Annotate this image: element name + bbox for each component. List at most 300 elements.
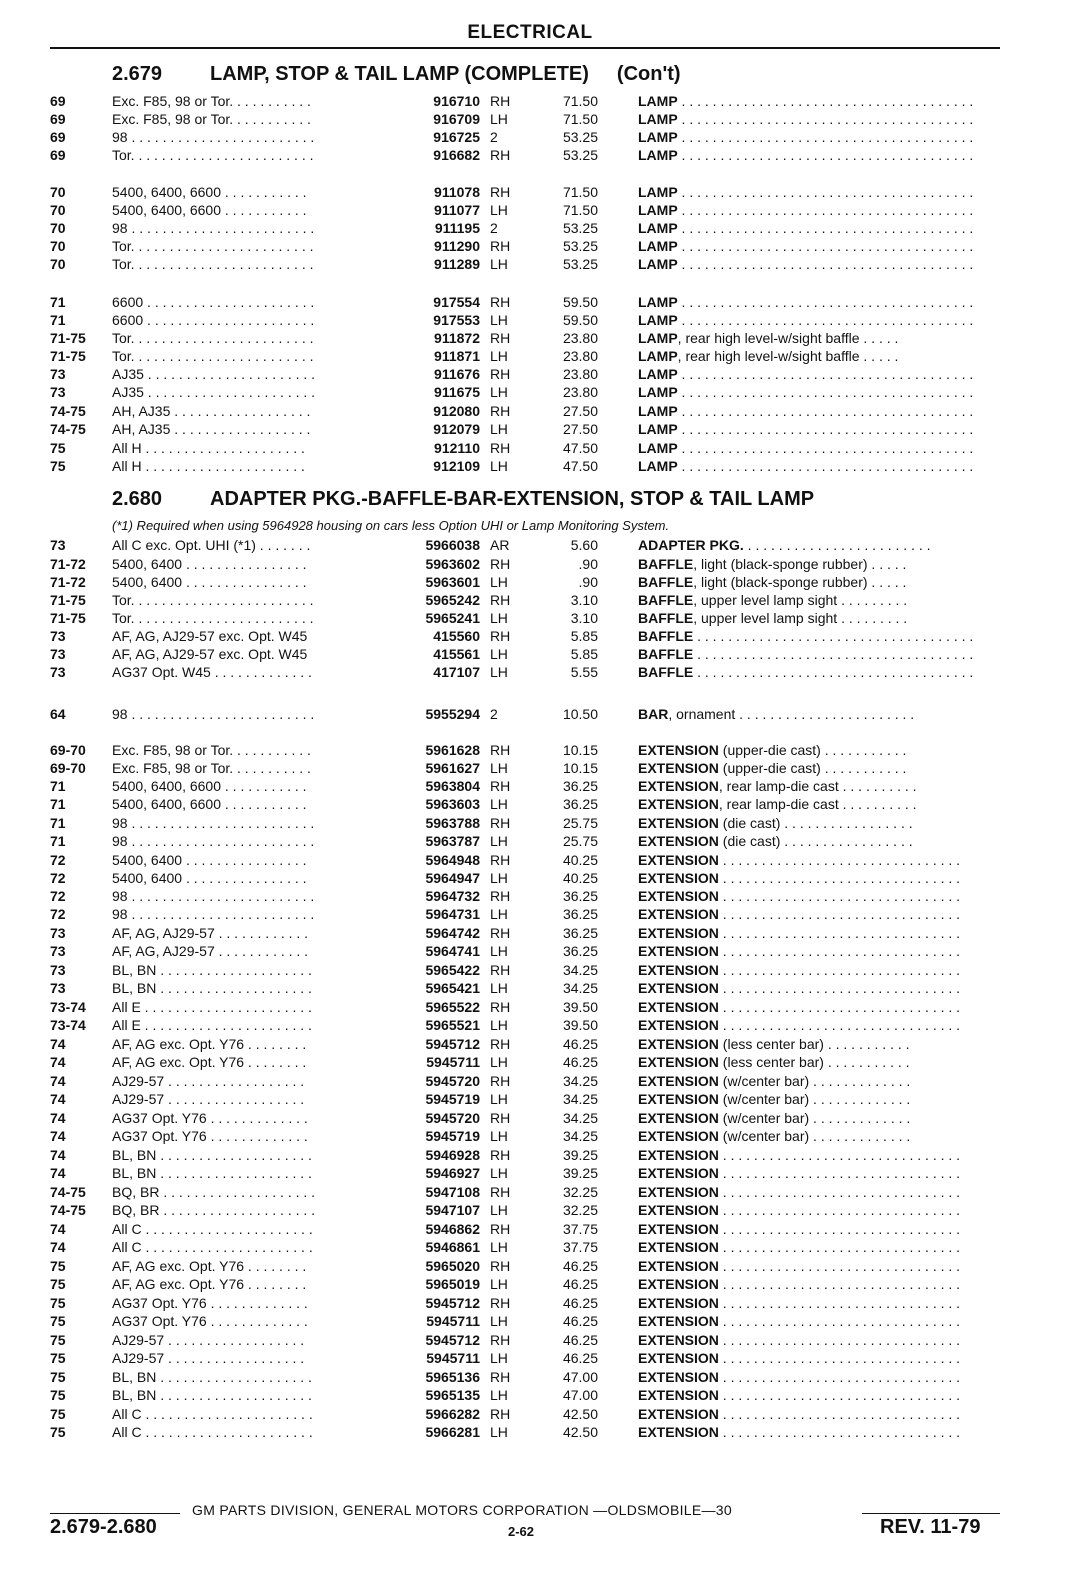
application: AH, AJ35 . . . . . . . . . . . . . . . . . . [112,403,311,419]
parts-row [0,645,1090,663]
description [638,237,1000,255]
part-number: 911289 [434,256,480,272]
model-year: 75 [50,1369,66,1385]
side-qty: RH [490,888,511,904]
description [638,1016,1000,1034]
part-detail: . . . . . . . . . . . . . . . . . . . . . . . . . . . . . . . [718,1424,961,1440]
part-name: LAMP [638,348,678,364]
price: 39.25 [562,1147,598,1163]
part-detail: . . . . . . . . . . . . . . . . . . . . . . . . . . . . . . . [718,925,961,941]
part-number: 911675 [434,384,480,400]
price: 53.25 [562,147,598,163]
price: 46.25 [562,1295,598,1311]
parts-row [0,869,1090,887]
side-qty: LH [490,943,508,959]
description [638,905,1000,923]
application: All E . . . . . . . . . . . . . . . . . . . . . . [112,1017,312,1033]
description [638,1201,1000,1219]
part-number: 911676 [434,366,480,382]
part-number: 417107 [433,664,480,680]
footer-revision: REV. 11-79 [880,1516,981,1538]
application: BL, BN . . . . . . . . . . . . . . . . . . . . [112,1369,312,1385]
side-qty: LH [490,906,508,922]
price: 46.25 [562,1276,598,1292]
description [638,1035,1000,1053]
part-number: 917554 [433,294,480,310]
model-year: 75 [50,1424,66,1440]
model-year: 69 [50,111,66,127]
parts-row [0,1183,1090,1201]
parts-row [0,255,1090,273]
model-year: 74 [50,1165,66,1181]
price: 36.25 [562,888,598,904]
description [638,365,1000,383]
parts-row [0,627,1090,645]
application: 5400, 6400, 6600 . . . . . . . . . . . [112,778,307,794]
part-detail: (w/center bar) . . . . . . . . . . . . . [718,1128,911,1144]
section-title: LAMP, STOP & TAIL LAMP (COMPLETE) [210,63,589,85]
price: 46.25 [562,1036,598,1052]
price: 46.25 [562,1258,598,1274]
application: AF, AG exc. Opt. Y76 . . . . . . . . [112,1054,307,1070]
price: 27.50 [562,403,598,419]
price: 46.25 [562,1054,598,1070]
application: Tor. . . . . . . . . . . . . . . . . . . . . . . . [112,256,314,272]
model-year: 74 [50,1128,66,1144]
part-number: 5963787 [425,833,480,849]
price: 10.15 [562,742,598,758]
price: 53.25 [562,220,598,236]
description [638,1109,1000,1127]
part-name: BAFFLE [638,664,694,680]
price: 37.75 [562,1239,598,1255]
part-detail: . . . . . . . . . . . . . . . . . . . . . . . . . . . . . . . [718,1369,961,1385]
price: 36.25 [562,943,598,959]
side-qty: 2 [490,706,498,722]
description [638,255,1000,273]
part-detail: (upper-die cast) . . . . . . . . . . . [718,742,907,758]
side-qty: RH [490,366,511,382]
application: AH, AJ35 . . . . . . . . . . . . . . . . . . [112,421,311,437]
price: 10.15 [562,760,598,776]
part-name: LAMP [638,421,678,437]
parts-row [0,663,1090,681]
price: 40.25 [562,852,598,868]
application: 5400, 6400, 6600 . . . . . . . . . . . [112,202,307,218]
parts-row [0,536,1090,554]
description [638,705,1000,723]
part-name: LAMP [638,129,678,145]
model-year: 75 [50,1295,66,1311]
model-year: 71-72 [50,574,86,590]
model-year: 74-75 [50,1184,86,1200]
model-year: 69 [50,93,66,109]
model-year: 73 [50,537,66,553]
application: Tor. . . . . . . . . . . . . . . . . . . . . . . . [112,330,314,346]
price: 47.00 [562,1369,598,1385]
description [638,1331,1000,1349]
side-qty: LH [490,1165,508,1181]
description [638,128,1000,146]
section-number: 2.680 [112,488,163,510]
parts-row [0,832,1090,850]
side-qty: LH [490,646,508,662]
application: All C . . . . . . . . . . . . . . . . . . . . . . [112,1239,313,1255]
header-rule [50,47,1000,49]
model-year: 74-75 [50,403,86,419]
description [638,1349,1000,1367]
part-number: 5946928 [425,1147,480,1163]
part-detail: . . . . . . . . . . . . . . . . . . . . . . . . . . . . . . . . . . . . [693,628,974,644]
part-number: 5965242 [425,592,480,608]
footer-publisher: GM PARTS DIVISION, GENERAL MOTORS CORPORATION —OLDSMOBILE—30 [192,1502,732,1518]
application: BL, BN . . . . . . . . . . . . . . . . . . . . [112,980,312,996]
description [638,869,1000,887]
model-year: 74 [50,1221,66,1237]
side-qty: RH [490,925,511,941]
description [638,795,1000,813]
application: Exc. F85, 98 or Tor. . . . . . . . . . . [112,93,311,109]
part-number: 916709 [433,111,480,127]
part-number: 5961627 [425,760,480,776]
application: AJ35 . . . . . . . . . . . . . . . . . . . . . . [112,366,316,382]
description [638,1294,1000,1312]
part-detail: . . . . . . . . . . . . . . . . . . . . . . . . . . . . . . . . . . . . . . [677,384,974,400]
application: 5400, 6400, 6600 . . . . . . . . . . . [112,796,307,812]
part-name: LAMP [638,202,678,218]
price: 36.25 [562,778,598,794]
model-year: 72 [50,870,66,886]
part-name: EXTENSION [638,1313,719,1329]
part-name: EXTENSION [638,742,719,758]
part-number: 916682 [433,147,480,163]
part-number: 415561 [433,646,480,662]
price: 42.50 [562,1424,598,1440]
application: AG37 Opt. Y76 . . . . . . . . . . . . . [112,1313,308,1329]
part-number: 5965521 [425,1017,480,1033]
parts-row [0,961,1090,979]
model-year: 73 [50,628,66,644]
part-number: 5964947 [425,870,480,886]
price: 34.25 [562,1091,598,1107]
section-number: 2.679 [112,63,163,85]
part-detail: . . . . . . . . . . . . . . . . . . . . . . . . . . . . . . . [718,1387,961,1403]
description [638,110,1000,128]
parts-row [0,1312,1090,1330]
application: 98 . . . . . . . . . . . . . . . . . . . . . . . . [112,833,315,849]
side-qty: LH [490,1091,508,1107]
part-number: 5963603 [425,796,480,812]
part-number: 5963602 [425,556,480,572]
application: BL, BN . . . . . . . . . . . . . . . . . . . . [112,962,312,978]
model-year: 64 [50,706,66,722]
model-year: 74-75 [50,1202,86,1218]
parts-row [0,759,1090,777]
description [638,1386,1000,1404]
part-number: 5965522 [425,999,480,1015]
price: 71.50 [562,184,598,200]
model-year: 72 [50,852,66,868]
part-detail: (w/center bar) . . . . . . . . . . . . . [718,1110,911,1126]
part-number: 5945711 [426,1313,480,1329]
side-qty: RH [490,403,511,419]
model-year: 74 [50,1147,66,1163]
model-year: 73 [50,366,66,382]
description [638,219,1000,237]
parts-row [0,1164,1090,1182]
application: Exc. F85, 98 or Tor. . . . . . . . . . . [112,742,311,758]
part-detail: . . . . . . . . . . . . . . . . . . . . . . . . . . . . . . . . . . . . . . [677,312,974,328]
parts-row [0,905,1090,923]
part-number: 5947107 [425,1202,480,1218]
parts-row [0,1238,1090,1256]
part-number: 5945720 [425,1110,480,1126]
model-year: 73 [50,980,66,996]
parts-row [0,402,1090,420]
application: Tor. . . . . . . . . . . . . . . . . . . . . . . . [112,238,314,254]
part-number: 5963804 [425,778,480,794]
parts-row [0,1146,1090,1164]
side-qty: LH [490,1313,508,1329]
part-detail: . . . . . . . . . . . . . . . . . . . . . . . . . . . . . . . [718,888,961,904]
model-year: 71-72 [50,556,86,572]
description [638,814,1000,832]
description [638,832,1000,850]
application: Tor. . . . . . . . . . . . . . . . . . . . . . . . [112,147,314,163]
part-name: EXTENSION [638,1424,719,1440]
description [638,998,1000,1016]
model-year: 73-74 [50,1017,86,1033]
part-detail: . . . . . . . . . . . . . . . . . . . . . . . . . . . . . . . [718,1184,961,1200]
description [638,1127,1000,1145]
side-qty: RH [490,1406,511,1422]
model-year: 71-75 [50,592,86,608]
price: 42.50 [562,1406,598,1422]
side-qty: LH [490,1017,508,1033]
part-number: 5965019 [425,1276,480,1292]
application: 98 . . . . . . . . . . . . . . . . . . . . . . . . [112,706,315,722]
part-detail: , light (black-sponge rubber) . . . . . [693,574,907,590]
description [638,573,1000,591]
part-number: 5965135 [425,1387,480,1403]
part-detail: , rear lamp-die cast . . . . . . . . . . [718,796,917,812]
model-year: 71 [50,294,66,310]
model-year: 69-70 [50,760,86,776]
side-qty: 2 [490,220,498,236]
side-qty: LH [490,1202,508,1218]
part-detail: . . . . . . . . . . . . . . . . . . . . . . . . . . . . . . . [718,1332,961,1348]
side-qty: LH [490,421,508,437]
part-detail: . . . . . . . . . . . . . . . . . . . . . . . . . . . . . . . . . . . . . . [677,129,974,145]
part-detail: (upper-die cast) . . . . . . . . . . . [718,760,907,776]
side-qty: RH [490,556,511,572]
side-qty: RH [490,238,511,254]
part-number: 911078 [434,184,480,200]
application: Tor. . . . . . . . . . . . . . . . . . . . . . . . [112,610,314,626]
footer-section-range: 2.679-2.680 [50,1516,157,1538]
part-detail: . . . . . . . . . . . . . . . . . . . . . . . . . . . . . . . [718,1239,961,1255]
description [638,92,1000,110]
part-name: BAFFLE [638,610,694,626]
description [638,1183,1000,1201]
parts-row [0,329,1090,347]
price: 39.50 [562,1017,598,1033]
price: 53.25 [562,256,598,272]
side-qty: LH [490,1387,508,1403]
part-name: EXTENSION [638,1128,719,1144]
price: 47.50 [562,440,598,456]
part-detail: . . . . . . . . . . . . . . . . . . . . . . . . . . . . . . . [718,1295,961,1311]
description [638,555,1000,573]
model-year: 69 [50,147,66,163]
model-year: 71 [50,796,66,812]
part-number: 5945712 [425,1036,480,1052]
model-year: 71 [50,778,66,794]
description [638,1053,1000,1071]
description [638,777,1000,795]
side-qty: LH [490,202,508,218]
part-number: 5964741 [425,943,480,959]
part-name: LAMP [638,366,678,382]
part-detail: . . . . . . . . . . . . . . . . . . . . . . . . . . . . . . . [718,962,961,978]
model-year: 74 [50,1073,66,1089]
parts-row [0,1016,1090,1034]
side-qty: LH [490,980,508,996]
application: All H . . . . . . . . . . . . . . . . . . . . . [112,440,305,456]
part-detail: . . . . . . . . . . . . . . . . . . . . . . . . . . . . . . . [718,1202,961,1218]
part-detail: . . . . . . . . . . . . . . . . . . . . . . . . . . . . . . . . . . . . . . [677,238,974,254]
application: All C . . . . . . . . . . . . . . . . . . . . . . [112,1406,313,1422]
parts-row [0,741,1090,759]
part-detail: . . . . . . . . . . . . . . . . . . . . . . . . . . . . . . . [718,852,961,868]
price: 59.50 [562,294,598,310]
part-number: 5945720 [425,1073,480,1089]
part-number: 415560 [433,628,480,644]
parts-row [0,705,1090,723]
parts-row [0,1035,1090,1053]
application: 6600 . . . . . . . . . . . . . . . . . . . . . . [112,312,315,328]
part-name: LAMP [638,384,678,400]
part-name: BAFFLE [638,646,694,662]
model-year: 73 [50,384,66,400]
description [638,645,1000,663]
price: 5.85 [570,628,598,644]
part-name: EXTENSION [638,1221,719,1237]
part-number: 916725 [433,129,480,145]
parts-row [0,311,1090,329]
price: 59.50 [562,312,598,328]
side-qty: RH [490,184,511,200]
part-number: 917553 [433,312,480,328]
parts-row [0,887,1090,905]
description [638,1164,1000,1182]
part-number: 5966038 [425,537,480,553]
side-qty: LH [490,1128,508,1144]
side-qty: RH [490,1073,511,1089]
part-number: 5945712 [425,1295,480,1311]
description [638,1090,1000,1108]
part-name: EXTENSION [638,1202,719,1218]
model-year: 71 [50,312,66,328]
application: BQ, BR . . . . . . . . . . . . . . . . . . . . [112,1202,316,1218]
price: 36.25 [562,906,598,922]
application: BL, BN . . . . . . . . . . . . . . . . . . . . [112,1147,312,1163]
part-detail: (die cast) . . . . . . . . . . . . . . . . . [718,833,913,849]
part-detail: . . . . . . . . . . . . . . . . . . . . . . . . . . . . . . . . . . . . . . [677,220,974,236]
part-name: BAFFLE [638,628,694,644]
model-year: 74 [50,1239,66,1255]
side-qty: AR [490,537,510,553]
application: AF, AG, AJ29-57 . . . . . . . . . . . . [112,925,309,941]
parts-row [0,851,1090,869]
part-number: 5965241 [425,610,480,626]
parts-row [0,591,1090,609]
part-name: EXTENSION [638,906,719,922]
model-year: 69-70 [50,742,86,758]
price: 39.50 [562,999,598,1015]
footnote: (*1) Required when using 5964928 housing on cars less Option UHI or Lamp Monitoring System. [112,518,670,533]
parts-row [0,1257,1090,1275]
application: Exc. F85, 98 or Tor. . . . . . . . . . . [112,111,311,127]
part-name: EXTENSION [638,962,719,978]
page-header: ELECTRICAL [467,22,593,43]
application: 98 . . . . . . . . . . . . . . . . . . . . . . . . [112,888,315,904]
application: BQ, BR . . . . . . . . . . . . . . . . . . . . [112,1184,316,1200]
part-number: 911872 [434,330,480,346]
price: 34.25 [562,1073,598,1089]
part-name: EXTENSION [638,980,719,996]
part-detail: . . . . . . . . . . . . . . . . . . . . . . . . . . . . . . . [718,1276,961,1292]
section-continued: (Con't) [616,63,681,85]
part-name: EXTENSION [638,815,719,831]
part-name: EXTENSION [638,778,719,794]
description [638,942,1000,960]
side-qty: RH [490,778,511,794]
part-name: LAMP [638,256,678,272]
side-qty: RH [490,147,511,163]
part-detail: . . . . . . . . . . . . . . . . . . . . . . . . . . . . . . . [718,1313,961,1329]
parts-row [0,1331,1090,1349]
footer-page-number: 2-62 [508,1524,535,1539]
part-number: 912080 [433,403,480,419]
price: 46.25 [562,1350,598,1366]
part-name: EXTENSION [638,852,719,868]
application: AF, AG exc. Opt. Y76 . . . . . . . . [112,1276,307,1292]
part-number: 5946927 [425,1165,480,1181]
description [638,536,1000,554]
description [638,924,1000,942]
part-name: EXTENSION [638,833,719,849]
parts-row [0,1423,1090,1441]
side-qty: RH [490,1258,511,1274]
part-name: EXTENSION [638,888,719,904]
part-name: EXTENSION [638,1369,719,1385]
part-detail: (w/center bar) . . . . . . . . . . . . . [718,1091,911,1107]
price: 23.80 [562,366,598,382]
model-year: 74 [50,1110,66,1126]
parts-row [0,1109,1090,1127]
description [638,347,1000,365]
parts-row [0,237,1090,255]
part-name: EXTENSION [638,1091,719,1107]
model-year: 73 [50,943,66,959]
part-number: 5965421 [425,980,480,996]
part-number: 5964731 [425,906,480,922]
application: AJ29-57 . . . . . . . . . . . . . . . . . . [112,1350,305,1366]
side-qty: LH [490,574,508,590]
side-qty: LH [490,1350,508,1366]
part-number: 5946862 [425,1221,480,1237]
